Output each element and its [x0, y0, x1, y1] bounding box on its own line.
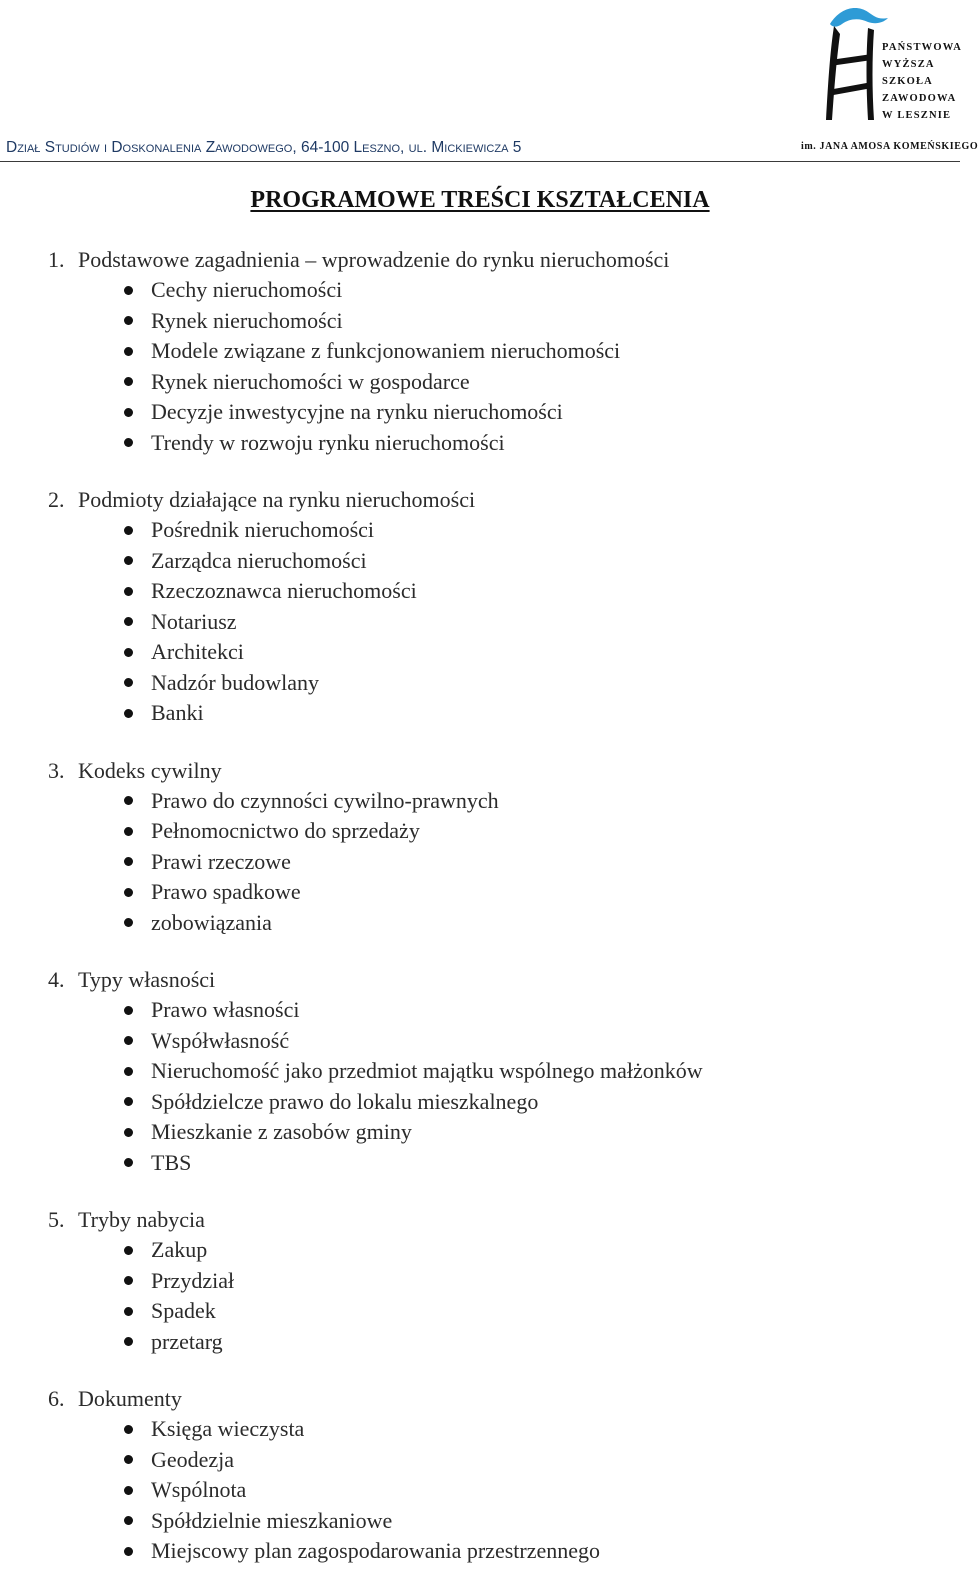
list-item-text: Prawo do czynności cywilno-prawnych	[151, 787, 499, 813]
bullet-list	[0, 1414, 960, 1567]
bullet-icon	[124, 316, 133, 325]
list-item	[0, 877, 960, 908]
bullet-icon	[124, 587, 133, 596]
list-item	[0, 637, 960, 668]
list-item	[0, 1414, 960, 1445]
bullet-icon	[124, 827, 133, 836]
list-item	[0, 1506, 960, 1537]
list-item-text: Prawi rzeczowe	[151, 848, 291, 874]
section-title: Typy własności	[78, 967, 216, 992]
page-header	[0, 0, 978, 162]
list-item	[0, 1536, 960, 1567]
bullet-icon	[124, 408, 133, 417]
bullet-icon	[124, 796, 133, 805]
list-item-text: Rynek nieruchomości w gospodarce	[151, 368, 470, 394]
list-item-text: Spółdzielnie mieszkaniowe	[151, 1507, 393, 1533]
section-number: 3.	[48, 757, 65, 783]
bullet-icon	[124, 918, 133, 927]
bullet-icon	[124, 1486, 133, 1495]
bullet-icon	[124, 377, 133, 386]
list-item-text: Mieszkanie z zasobów gminy	[151, 1119, 412, 1144]
list-item-text: Księga wieczysta	[151, 1416, 305, 1441]
section-title: Tryby nabycia	[78, 1207, 205, 1232]
list-item-text: Nadzór budowlany	[151, 669, 320, 695]
logo-text-line: W LESZNIE	[882, 110, 952, 121]
list-item-text: Banki	[151, 700, 204, 725]
bullet-icon	[124, 1036, 133, 1045]
bullet-icon	[124, 857, 133, 866]
section-heading	[0, 1383, 960, 1414]
list-item-text: Przydział	[151, 1267, 235, 1293]
list-item	[0, 1296, 960, 1327]
list-item-text: Rzeczoznawca nieruchomości	[151, 578, 417, 603]
section-number: 1.	[48, 247, 65, 272]
list-item	[0, 668, 960, 699]
list-item	[0, 698, 960, 729]
section-title: Kodeks cywilny	[78, 757, 222, 783]
section	[0, 755, 960, 939]
logo-text-line: WYŻSZA	[882, 59, 935, 70]
bullet-icon	[124, 1425, 133, 1434]
list-item-text: Prawo spadkowe	[151, 879, 301, 904]
list-item	[0, 1148, 960, 1179]
bullet-list	[0, 515, 960, 729]
list-item-text: Modele związane z funkcjonowaniem nieruchomości	[151, 338, 621, 363]
list-item	[0, 1026, 960, 1057]
section-heading	[0, 964, 960, 995]
section-title: Dokumenty	[78, 1386, 182, 1411]
list-item	[0, 1117, 960, 1148]
bullet-list	[0, 995, 960, 1178]
bullet-list	[0, 1235, 960, 1357]
list-item-text: Współwłasność	[151, 1027, 290, 1053]
list-item-text: Spółdzielcze prawo do lokalu mieszkalnego	[151, 1088, 539, 1114]
bullet-icon	[124, 438, 133, 447]
list-item	[0, 1235, 960, 1266]
list-item-text: Decyzje inwestycyjne na rynku nieruchomości	[151, 399, 563, 424]
list-item	[0, 607, 960, 638]
bullet-icon	[124, 1006, 133, 1015]
list-item-text: Pełnomocnictwo do sprzedaży	[151, 818, 420, 843]
bullet-icon	[124, 1547, 133, 1556]
bullet-icon	[124, 1307, 133, 1316]
list-item	[0, 275, 960, 306]
list-item	[0, 1327, 960, 1358]
list-item-text: Cechy nieruchomości	[151, 277, 343, 302]
bullet-list	[0, 786, 960, 939]
list-item	[0, 1087, 960, 1118]
list-item	[0, 908, 960, 939]
section	[0, 1204, 960, 1357]
list-item	[0, 515, 960, 546]
logo-text-line: PAŃSTWOWA	[882, 42, 963, 53]
section-number: 2.	[48, 487, 65, 512]
section	[0, 1383, 960, 1567]
list-item	[0, 428, 960, 459]
list-item-text: Spadek	[151, 1298, 216, 1323]
list-item-text: TBS	[151, 1149, 192, 1175]
bullet-icon	[124, 888, 133, 897]
list-item	[0, 816, 960, 847]
list-item	[0, 1475, 960, 1506]
section-heading	[0, 755, 960, 786]
list-item-text: Geodezja	[151, 1446, 235, 1472]
bullet-icon	[124, 709, 133, 718]
list-item	[0, 367, 960, 398]
list-item-text: Architekci	[151, 639, 244, 664]
section-title: Podmioty działające na rynku nieruchomości	[78, 487, 476, 512]
list-item-text: Nieruchomość jako przedmiot majątku wspólnego małżonków	[151, 1058, 703, 1083]
page-title: PROGRAMOWE TREŚCI KSZTAŁCENIA	[250, 187, 710, 213]
bullet-icon	[124, 1097, 133, 1106]
header-divider	[0, 161, 960, 162]
list-item	[0, 306, 960, 337]
bullet-icon	[124, 678, 133, 687]
bullet-icon	[124, 1067, 133, 1076]
bullet-icon	[124, 617, 133, 626]
list-item-text: Trendy w rozwoju rynku nieruchomości	[151, 429, 505, 455]
list-item-text: Prawo własności	[151, 997, 300, 1022]
list-item-text: Rynek nieruchomości	[151, 307, 343, 333]
section-number: 6.	[48, 1386, 65, 1411]
bullet-icon	[124, 556, 133, 565]
bullet-icon	[124, 1455, 133, 1464]
list-item	[0, 546, 960, 577]
bullet-icon	[124, 648, 133, 657]
header-address: Dział Studiów i Doskonalenia Zawodowego, 64-100 Leszno, ul. Mickiewicza 5	[6, 139, 522, 156]
list-item	[0, 1445, 960, 1476]
bullet-icon	[124, 526, 133, 535]
section-number: 4.	[48, 967, 65, 992]
list-item-text: Wspólnota	[151, 1477, 247, 1502]
school-logo	[816, 2, 963, 132]
bullet-icon	[124, 1158, 133, 1167]
list-item-text: Notariusz	[151, 608, 237, 634]
bullet-icon	[124, 1276, 133, 1285]
section	[0, 244, 960, 458]
list-item	[0, 397, 960, 428]
content-sections	[0, 244, 960, 1593]
section-heading	[0, 244, 960, 275]
list-item-text: zobowiązania	[151, 909, 272, 935]
bullet-list	[0, 275, 960, 458]
list-item	[0, 336, 960, 367]
list-item	[0, 1056, 960, 1087]
bullet-icon	[124, 1128, 133, 1137]
list-item-text: przetarg	[151, 1328, 223, 1354]
list-item	[0, 786, 960, 817]
list-item	[0, 847, 960, 878]
section-heading	[0, 1204, 960, 1235]
list-item-text: Pośrednik nieruchomości	[151, 517, 375, 542]
section-number: 5.	[48, 1207, 65, 1232]
logo-bird-icon	[830, 8, 888, 27]
bullet-icon	[124, 347, 133, 356]
list-item-text: Miejscowy plan zagospodarowania przestrzennego	[151, 1538, 601, 1563]
list-item-text: Zakup	[151, 1237, 208, 1262]
list-item	[0, 1266, 960, 1297]
list-item-text: Zarządca nieruchomości	[151, 547, 367, 573]
bullet-icon	[124, 1337, 133, 1346]
bullet-icon	[124, 1246, 133, 1255]
section-title: Podstawowe zagadnienia – wprowadzenie do rynku nieruchomości	[78, 247, 670, 272]
section-heading	[0, 484, 960, 515]
logo-text-line: SZKOŁA	[882, 76, 933, 87]
list-item	[0, 995, 960, 1026]
bullet-icon	[124, 286, 133, 295]
list-item	[0, 576, 960, 607]
logo-caption: im. JANA AMOSA KOMEŃSKIEGO	[801, 141, 978, 152]
bullet-icon	[124, 1516, 133, 1525]
logo-text-line: ZAWODOWA	[882, 93, 957, 104]
section	[0, 964, 960, 1178]
logo-mark-icon	[826, 26, 840, 120]
section	[0, 484, 960, 729]
